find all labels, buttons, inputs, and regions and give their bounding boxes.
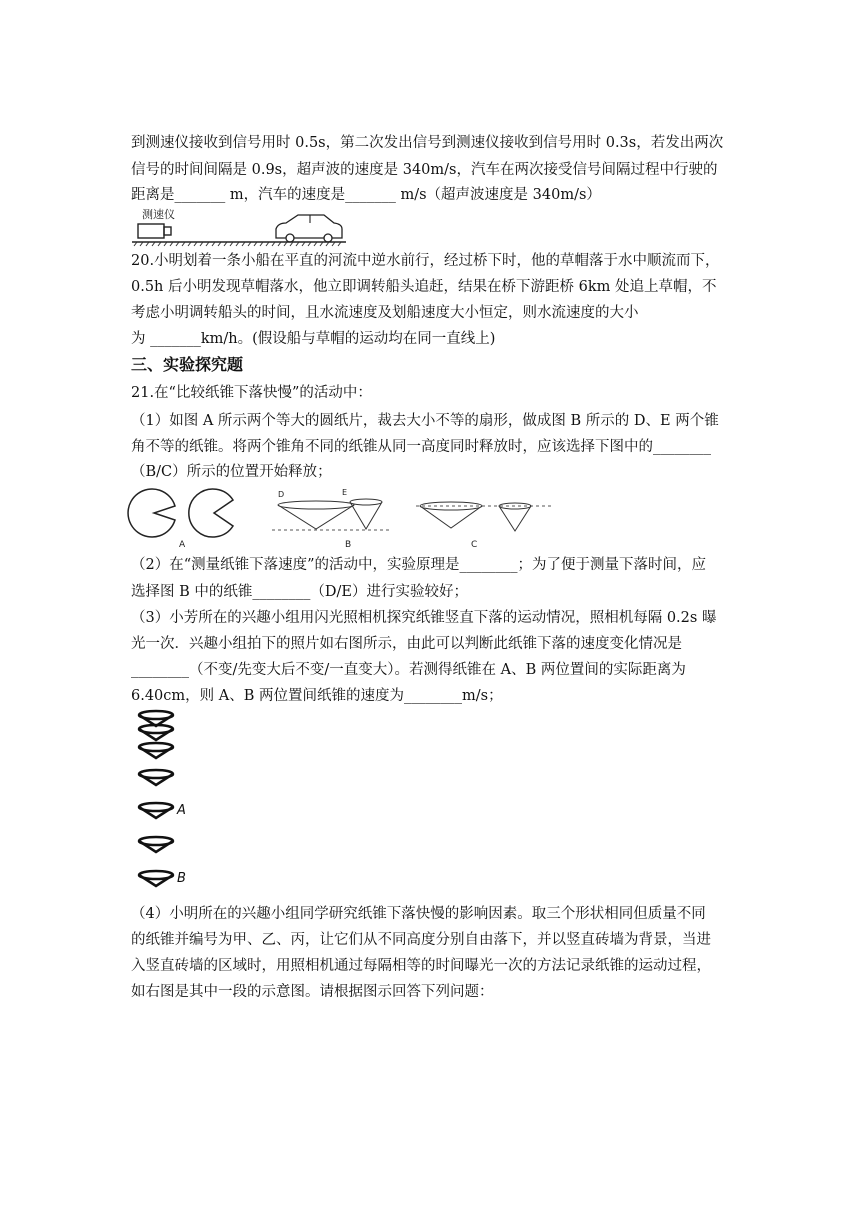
fig-label-d: D: [278, 490, 285, 499]
q21-p1-line3: （B/C）所示的位置开始释放；: [131, 464, 332, 480]
q19-line2: 信号的时间间隔是 0.9s，超声波的速度是 340m/s，汽车在两次接受信号间隔过程中行驶的: [131, 162, 718, 178]
circle-sector-small: [189, 489, 233, 537]
speed-meter-lens: [164, 227, 171, 235]
car-wheel-front: [286, 234, 294, 242]
section-title: 三、实验探究题: [131, 355, 244, 374]
cone-shot-3: [139, 743, 173, 758]
q20-line1: 20.小明划着一条小船在平直的河流中逆水前行，经过桥下时，他的草帽落于水中顺流而下，: [131, 253, 720, 269]
cone-d-rim: [278, 501, 354, 509]
q20-line4: 为 _______km/h。(假设船与草帽的运动均在同一直线上): [131, 331, 496, 347]
q20-line2: 0.5h 后小明发现草帽落水，他立即调转船头追赶，结果在桥下游距桥 6km 处追上草帽，不: [131, 279, 717, 295]
q21-p2-line1: （2）在“测量纸锥下落速度”的活动中，实验原理是________；为了便于测量下落时间，应: [131, 557, 707, 573]
q21-p4-line2: 的纸锥并编号为甲、乙、丙，让它们从不同高度分别自由落下，并以竖直砖墙为背景，当进: [131, 932, 711, 948]
fig-label-b: B: [345, 540, 352, 550]
q20-line3: 考虑小明调转船头的时间，且水流速度及划船速度大小恒定，则水流速度的大小: [131, 305, 639, 321]
cone-shot-4: [139, 770, 173, 785]
q21-p4-line4: 如右图是其中一段的示意图。请根据图示回答下列问题：: [131, 984, 494, 1000]
circle-sector-large: [128, 489, 175, 537]
car-outline: [276, 215, 342, 238]
cone-shot-5: [139, 803, 173, 818]
cone-shot-6: [139, 837, 173, 852]
photo-label-a: A: [177, 803, 186, 818]
q19-line3: 距离是_______ m，汽车的速度是_______ m/s（超声波速度是 340m/s）: [131, 187, 601, 203]
photo-label-b: B: [177, 871, 186, 886]
speed-meter-label: 测速仪: [142, 208, 175, 221]
cone-e-body: [350, 502, 382, 529]
q21-p3-line3: ________（不变/先变大后不变/一直变大）。若测得纸锥在 A、B 两位置间的实际距离为: [131, 662, 686, 678]
q21-p4-line1: （4）小明所在的兴趣小组同学研究纸锥下落快慢的影响因素。取三个形状相同但质量不同: [131, 906, 706, 922]
q21-p3-line2: 光一次．兴趣小组拍下的照片如右图所示，由此可以判断此纸锥下落的速度变化情况是: [131, 636, 682, 652]
car-wheel-rear: [324, 234, 332, 242]
fig-label-c: C: [471, 540, 478, 550]
fig-label-e: E: [342, 488, 348, 497]
fig-label-a: A: [179, 540, 186, 550]
cone-shot-7: [139, 871, 173, 886]
q21-p1-line2: 角不等的纸锥。将两个锥角不同的纸锥从同一高度同时释放时，应该选择下图中的________: [131, 439, 711, 455]
q21-p4-line3: 入竖直砖墙的区域时，用照相机通过每隔相等的时间曝光一次的方法记录纸锥的运动过程，: [131, 958, 711, 974]
q19-line1: 到测速仪接收到信号用时 0.5s，第二次发出信号到测速仪接收到信号用时 0.3s，若发出两次: [131, 135, 724, 151]
paper-cone-figure: [126, 485, 556, 553]
flash-photo-figure: [130, 706, 194, 892]
cone-e-rim: [350, 499, 382, 505]
cone-c2-body: [499, 506, 531, 531]
speed-meter-figure: [128, 205, 348, 247]
q21-p1-line1: （1）如图 A 所示两个等大的圆纸片，裁去大小不等的扇形，做成图 B 所示的 D、E 两个锥: [131, 413, 719, 429]
q21-p3-line1: （3）小芳所在的兴趣小组用闪光照相机探究纸锥竖直下落的运动情况，照相机每隔 0.2s 曝: [131, 610, 717, 626]
q21-intro: 21.在“比较纸锥下落快慢”的活动中：: [131, 385, 372, 401]
q21-p3-line4: 6.40cm，则 A、B 两位置间纸锥的速度为________m/s；: [131, 688, 503, 704]
speed-meter-body: [138, 224, 164, 238]
q21-p2-line2: 选择图 B 中的纸锥________（D/E）进行实验较好；: [131, 584, 468, 600]
